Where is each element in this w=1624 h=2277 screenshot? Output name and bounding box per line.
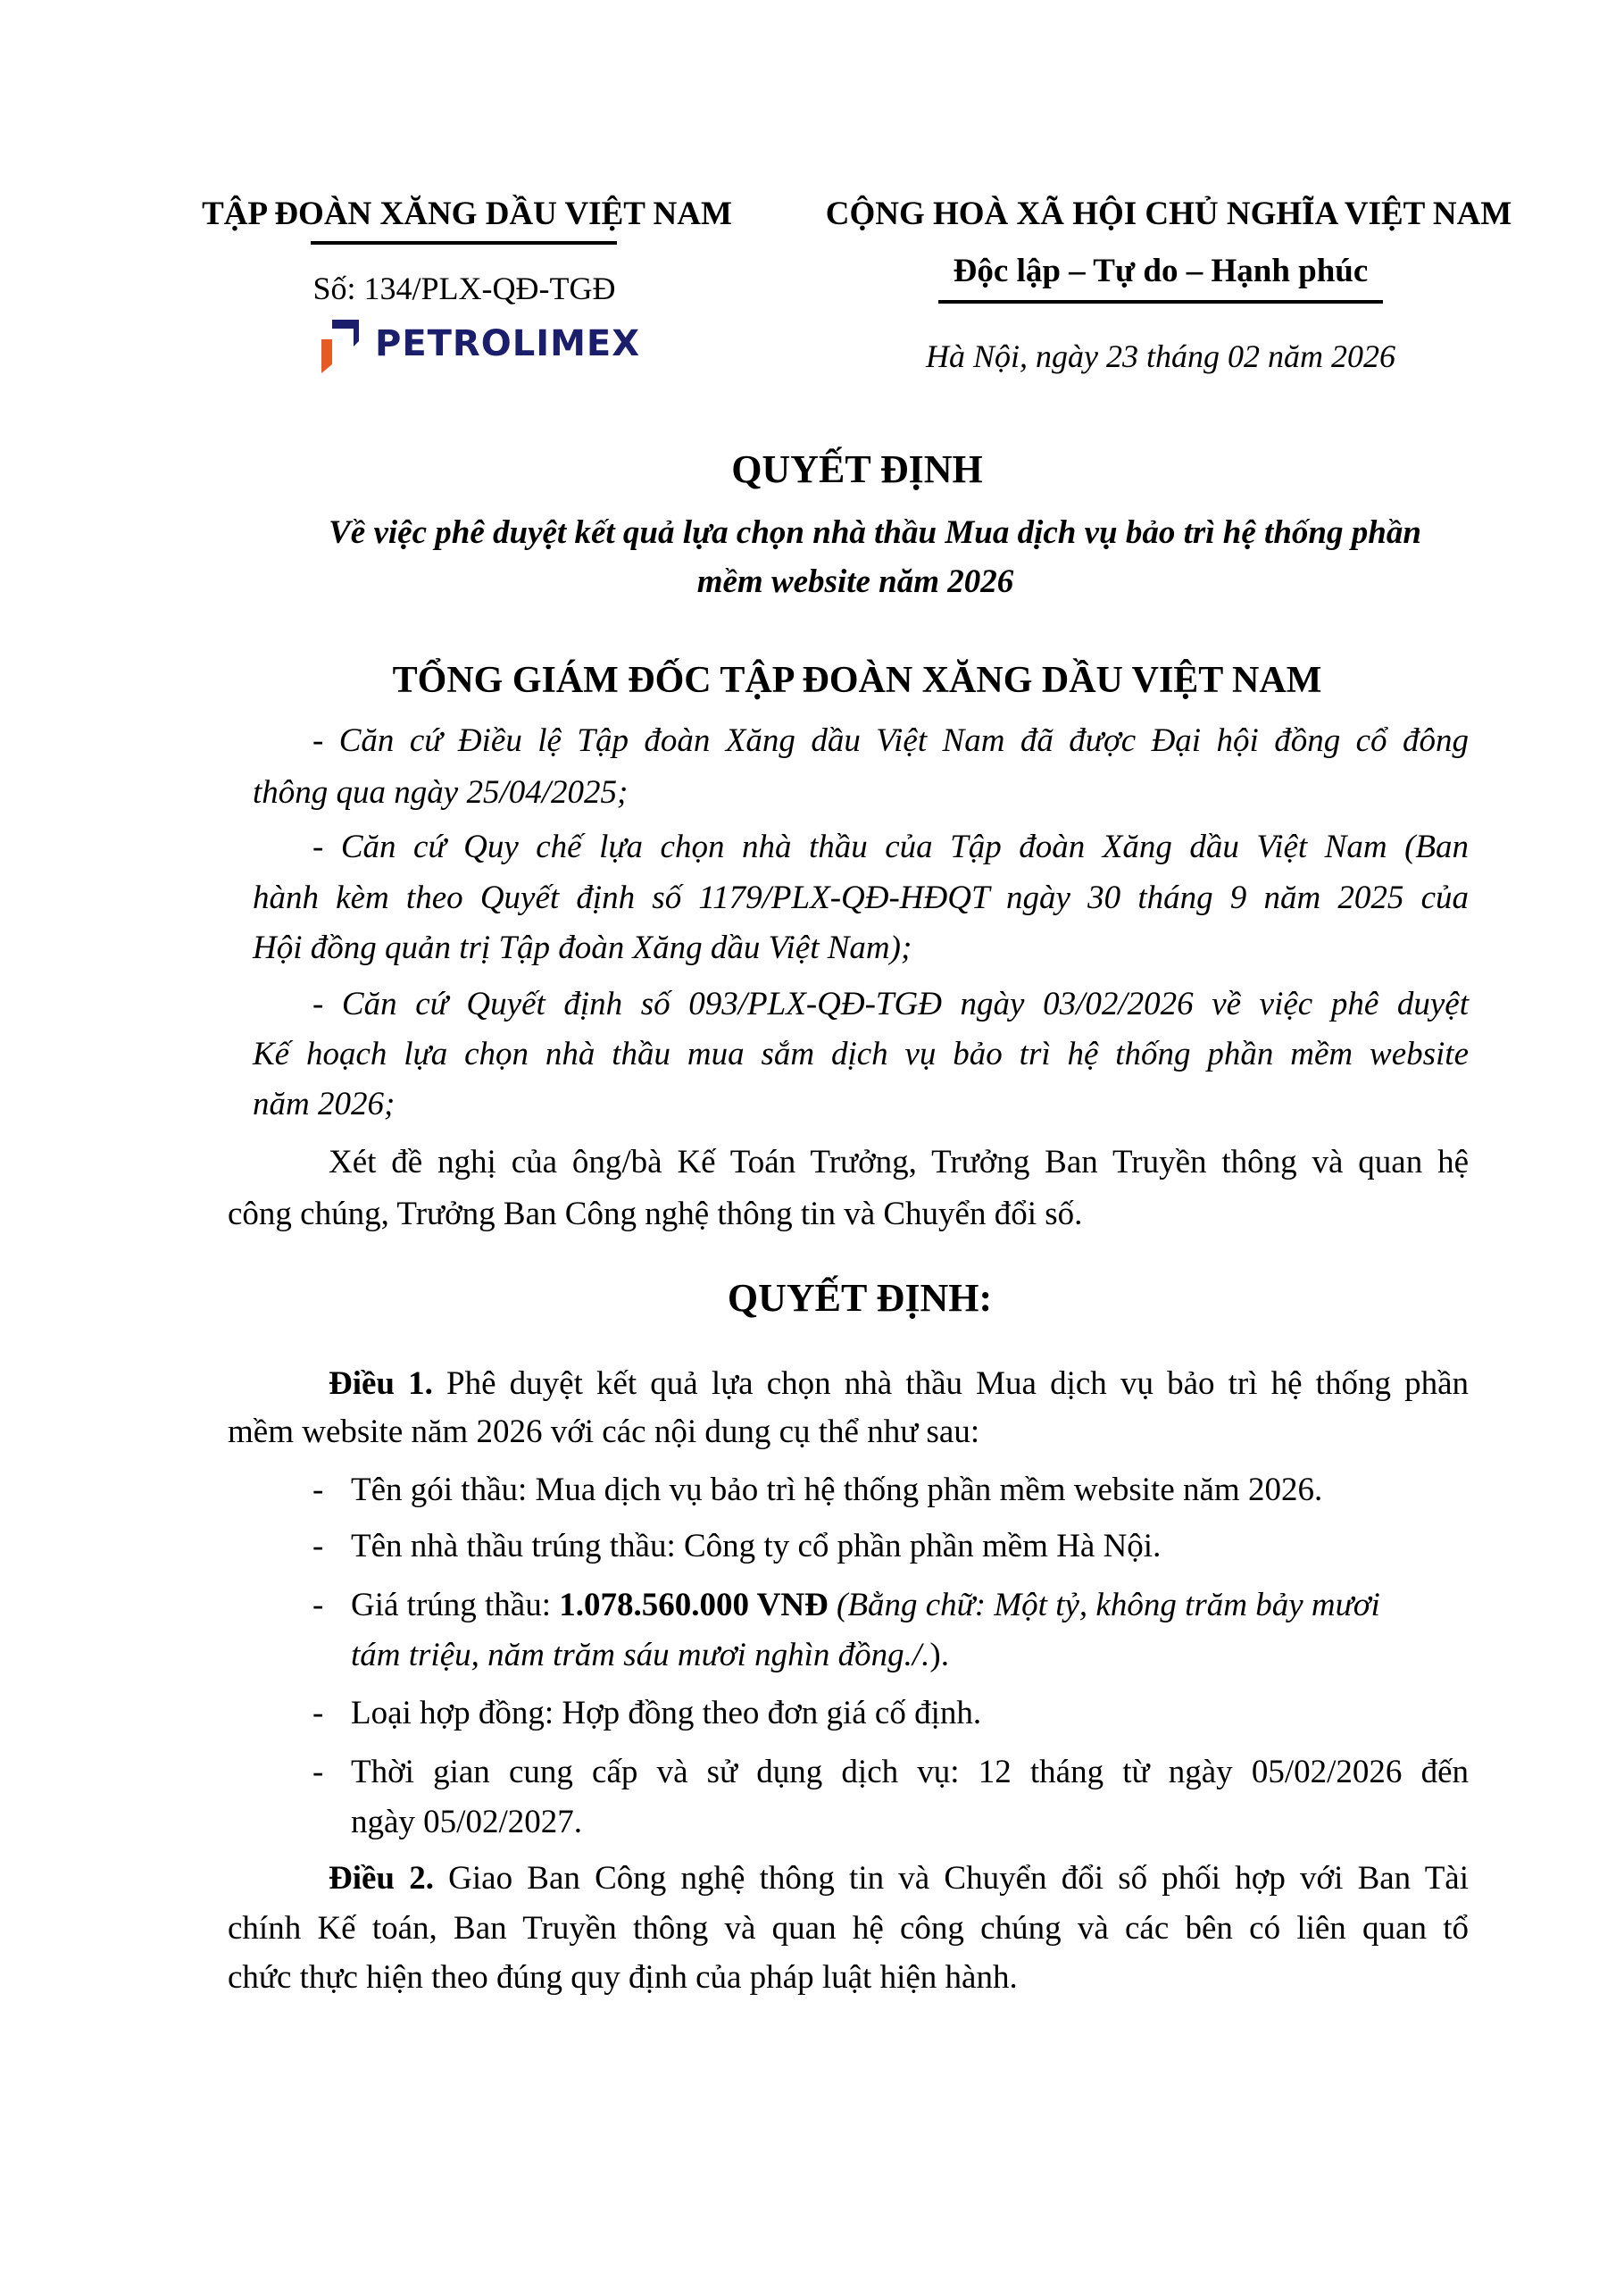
item-3-dash: -	[312, 1587, 324, 1623]
item-winning-price-line-2	[351, 1636, 949, 1674]
price-in-words-1: (Bằng chữ: Một tỷ, không trăm bảy mươi	[828, 1587, 1380, 1623]
document-subtitle-line-1: Về việc phê duyệt kết quả lựa chọn nhà thầu Mua dịch vụ bảo trì hệ thống phần	[329, 514, 1421, 551]
legal-basis-2-line-1: - Căn cứ Quy chế lựa chọn nhà thầu của Tập đoàn Xăng dầu Việt Nam (Ban	[312, 829, 1469, 865]
item-1-dash: -	[312, 1472, 324, 1508]
legal-basis-3-line-2: Kế hoạch lựa chọn nhà thầu mua sắm dịch vụ bảo trì hệ thống phần mềm website	[253, 1036, 1469, 1072]
article-1-line-2: mềm website năm 2026 với các nội dung cụ thể như sau:	[228, 1414, 980, 1450]
document-subtitle-line-2: mềm website năm 2026	[696, 563, 1014, 600]
organization-name: TẬP ĐOÀN XĂNG DẦU VIỆT NAM	[202, 196, 732, 232]
national-motto: Độc lập – Tự do – Hạnh phúc	[953, 253, 1369, 289]
proposal-line-2: công chúng, Trưởng Ban Công nghệ thông tin và Chuyển đổi số.	[228, 1196, 1083, 1232]
price-in-words-2: tám triệu, năm trăm sáu mươi nghìn đồng./.	[351, 1637, 930, 1673]
article-2-line-1	[228, 1859, 1469, 1898]
article-2-line-2: chính Kế toán, Ban Truyền thông và quan hệ công chúng và các bên có liên quan tổ	[228, 1910, 1469, 1947]
document-title: QUYẾT ĐỊNH	[731, 447, 983, 491]
item-winning-price-line-1	[351, 1586, 1469, 1624]
motto-underline	[938, 300, 1383, 304]
price-label: Giá trúng thầu:	[351, 1587, 560, 1623]
issuing-authority: TỔNG GIÁM ĐỐC TẬP ĐOÀN XĂNG DẦU VIỆT NAM	[392, 660, 1322, 701]
legal-basis-2-line-2: hành kèm theo Quyết định số 1179/PLX-QĐ-HĐQT ngày 30 tháng 9 năm 2025 của	[253, 880, 1469, 916]
article-2-label: Điều 2.	[329, 1860, 434, 1897]
legal-basis-1-line-1: - Căn cứ Điều lệ Tập đoàn Xăng dầu Việt Nam đã được Đại hội đồng cổ đông	[312, 722, 1469, 759]
legal-basis-3-line-3: năm 2026;	[253, 1086, 396, 1122]
document-number: Số: 134/PLX-QĐ-TGĐ	[312, 271, 616, 306]
article-1-text: Phê duyệt kết quả lựa chọn nhà thầu Mua dịch vụ bảo trì hệ thống phần	[432, 1365, 1470, 1402]
price-amount: 1.078.560.000 VNĐ	[559, 1587, 829, 1623]
legal-basis-3-line-1: - Căn cứ Quyết định số 093/PLX-QĐ-TGĐ ngày 03/02/2026 về việc phê duyệt	[312, 986, 1469, 1022]
item-2-dash: -	[312, 1528, 324, 1564]
item-package-name: Tên gói thầu: Mua dịch vụ bảo trì hệ thống phần mềm website năm 2026.	[351, 1472, 1323, 1508]
organization-underline	[311, 241, 617, 245]
petrolimex-logo	[320, 318, 641, 375]
price-close: ).	[929, 1637, 949, 1673]
item-service-period-line-2: ngày 05/02/2027.	[351, 1804, 582, 1840]
item-4-dash: -	[312, 1695, 324, 1731]
article-2-line-3: chức thực hiện theo đúng quy định của pháp luật hiện hành.	[228, 1959, 1018, 1996]
item-winning-bidder: Tên nhà thầu trúng thầu: Công ty cổ phần phần mềm Hà Nội.	[351, 1528, 1162, 1564]
petrolimex-wordmark: PETROLIMEX	[375, 323, 641, 364]
legal-basis-2-line-3: Hội đồng quản trị Tập đoàn Xăng dầu Việt Nam);	[253, 930, 912, 966]
decision-heading: QUYẾT ĐỊNH:	[727, 1276, 993, 1320]
item-contract-type: Loại hợp đồng: Hợp đồng theo đơn giá cố định.	[351, 1695, 982, 1731]
legal-basis-1-line-2: thông qua ngày 25/04/2025;	[253, 774, 629, 811]
article-2-text: Giao Ban Công nghệ thông tin và Chuyển đổi số phối hợp với Ban Tài	[433, 1860, 1470, 1897]
petrolimex-logo-icon	[320, 318, 362, 375]
place-date: Hà Nội, ngày 23 tháng 02 năm 2026	[926, 338, 1395, 374]
article-1-line-1	[228, 1364, 1469, 1403]
nation-name: CỘNG HOÀ XÃ HỘI CHỦ NGHĨA VIỆT NAM	[825, 196, 1512, 232]
item-5-dash: -	[312, 1754, 324, 1790]
proposal-line-1: Xét đề nghị của ông/bà Kế Toán Trưởng, Trưởng Ban Truyền thông và quan hệ	[329, 1144, 1469, 1180]
article-1-label: Điều 1.	[329, 1365, 433, 1402]
item-service-period-line-1: Thời gian cung cấp và sử dụng dịch vụ: 12 tháng từ ngày 05/02/2026 đến	[351, 1754, 1469, 1790]
